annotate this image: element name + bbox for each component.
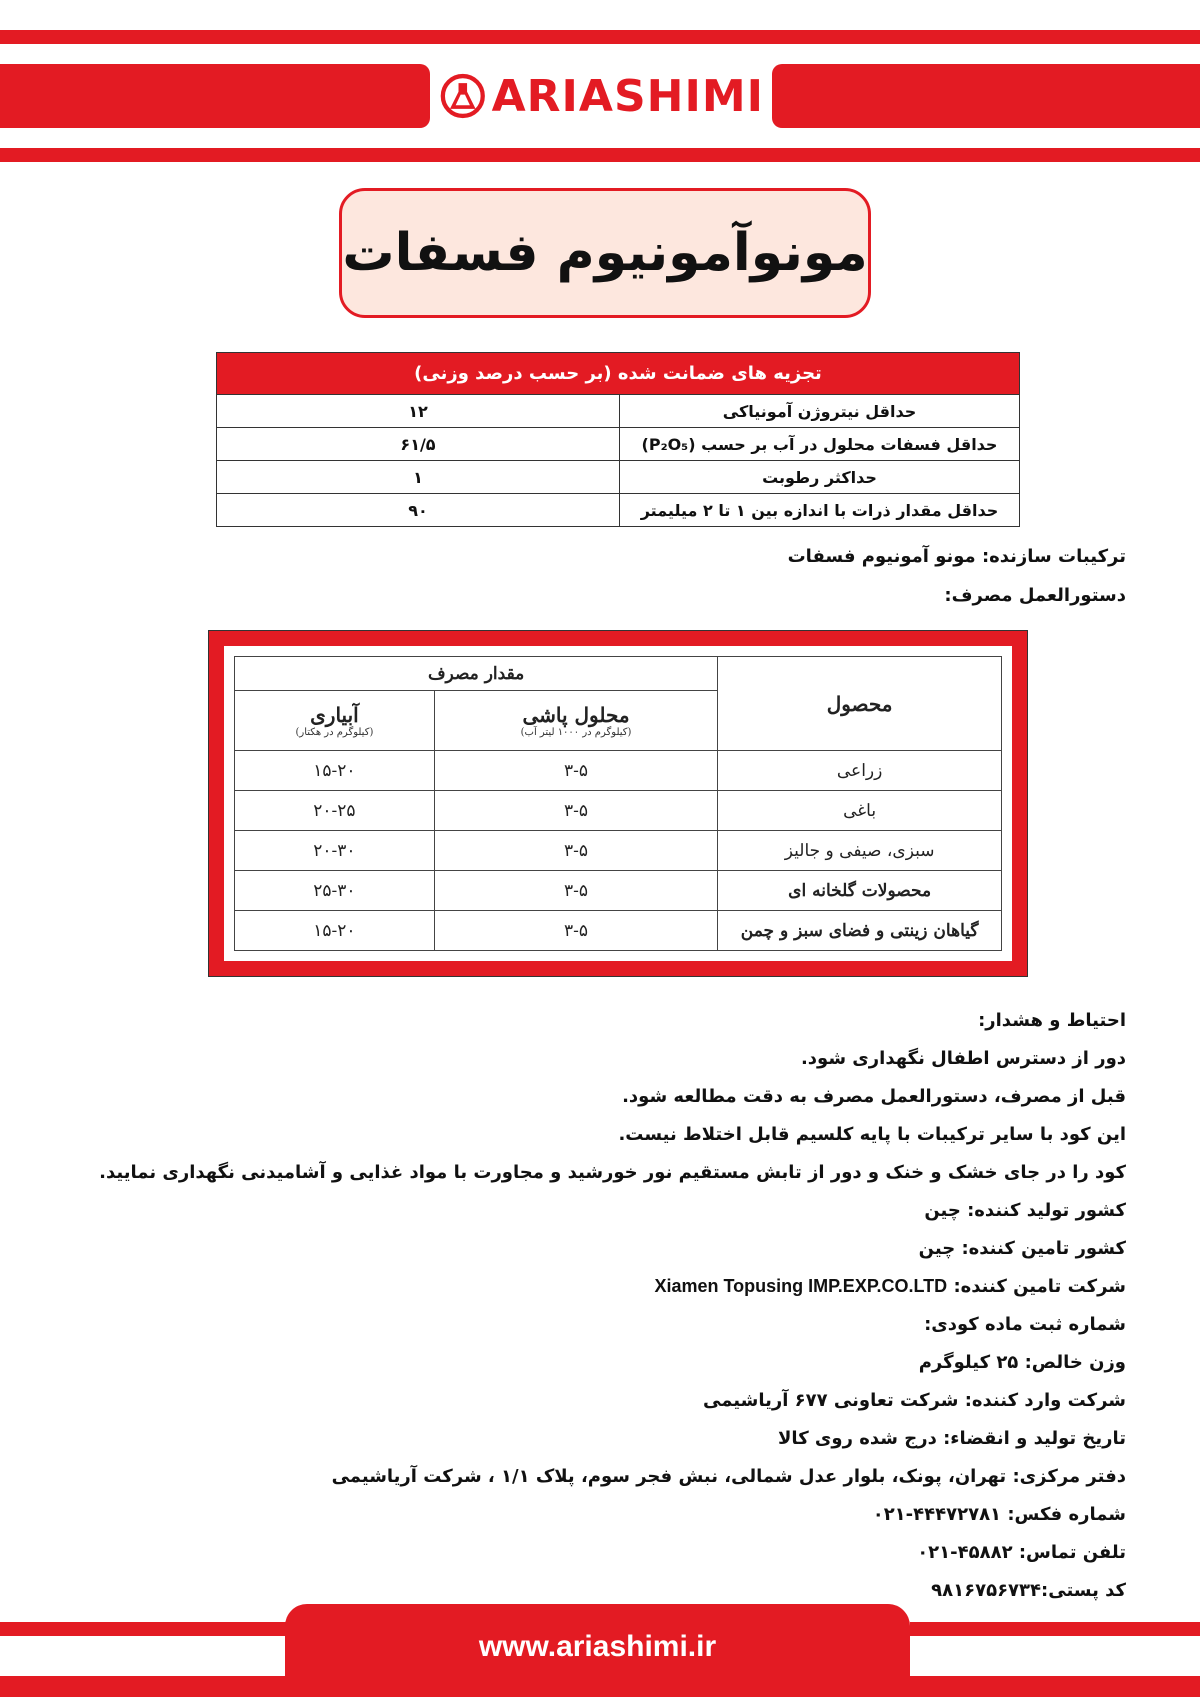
- supplier-company: [654, 1276, 1126, 1297]
- usage-irrigation: ۲۵-۳۰: [235, 871, 435, 911]
- analysis-name: حداقل نیتروژن آمونیاکی: [620, 395, 1020, 428]
- usage-table-frame: [208, 630, 1028, 977]
- postal-code: کد پستی:۹۸۱۶۷۵۶۷۳۴: [931, 1580, 1126, 1601]
- table-row: [217, 428, 1020, 461]
- analysis-value: ۹۰: [217, 494, 620, 527]
- usage-irrigation: ۱۵-۲۰: [235, 911, 435, 951]
- composition-text: ترکیبات سازنده: مونو آمونیوم فسفات: [787, 546, 1126, 567]
- brand-logo: [440, 60, 764, 132]
- analysis-name: حداقل فسفات محلول در آب بر حسب (P₂O₅): [620, 428, 1020, 461]
- usage-product: باغی: [718, 791, 1002, 831]
- table-row: [235, 871, 1002, 911]
- usage-spray: ۳-۵: [434, 831, 717, 871]
- flask-logo-icon: [440, 65, 486, 127]
- fax-number: شماره فکس: ۴۴۴۷۲۷۸۱-۰۲۱: [872, 1504, 1126, 1525]
- table-row: [217, 494, 1020, 527]
- irrigation-header-label: آبیاری: [310, 703, 359, 727]
- office-address: دفتر مرکزی: تهران، پونک، بلوار عدل شمالی، نبش فجر سوم، پلاک ۱/۱ ، شرکت آریاشیمی: [331, 1466, 1126, 1487]
- table-row: [235, 751, 1002, 791]
- spray-column-header: [434, 691, 717, 751]
- usage-irrigation: ۲۰-۲۵: [235, 791, 435, 831]
- warning-line: این کود با سایر ترکیبات با پایه کلسیم قابل اختلاط نیست.: [618, 1124, 1126, 1145]
- production-expiry-dates: تاریخ تولید و انقضاء: درج شده روی کالا: [778, 1428, 1126, 1449]
- table-row: [217, 461, 1020, 494]
- product-title: مونوآمونیوم فسفات: [342, 223, 868, 283]
- guaranteed-analysis-table: [216, 352, 1020, 527]
- usage-product: زراعی: [718, 751, 1002, 791]
- importer-company: شرکت وارد کننده: شرکت تعاونی ۶۷۷ آریاشیمی: [703, 1390, 1126, 1411]
- footer-left-stripe: [0, 1622, 290, 1636]
- irrigation-unit: (کیلوگرم در هکتار): [295, 727, 374, 738]
- usage-table: [234, 656, 1002, 951]
- net-weight: وزن خالص: ۲۵ کیلوگرم: [918, 1352, 1126, 1373]
- registration-number: شماره ثبت ماده کودی:: [924, 1314, 1126, 1335]
- manufacturer-country: کشور تولید کننده: چین: [924, 1200, 1126, 1221]
- spray-unit: (کیلوگرم در ۱۰۰۰ لیتر آب): [520, 727, 632, 738]
- warnings-label: احتیاط و هشدار:: [978, 1010, 1126, 1031]
- usage-spray: ۳-۵: [434, 871, 717, 911]
- analysis-value: ۱: [217, 461, 620, 494]
- supplier-country: کشور تامین کننده: چین: [918, 1238, 1126, 1259]
- usage-product: گیاهان زینتی و فضای سبز و چمن: [718, 911, 1002, 951]
- usage-spray: ۳-۵: [434, 791, 717, 831]
- usage-irrigation: ۲۰-۳۰: [235, 831, 435, 871]
- product-title-box: [339, 188, 871, 318]
- warning-line: دور از دسترس اطفال نگهداری شود.: [800, 1048, 1126, 1069]
- footer-right-stripe: [910, 1622, 1200, 1636]
- analysis-value: ۱۲: [217, 395, 620, 428]
- spray-header-label: محلول پاشی: [522, 703, 630, 727]
- analysis-value: ۶۱/۵: [217, 428, 620, 461]
- table-row: [235, 831, 1002, 871]
- warning-line: کود را در جای خشک و خنک و دور از تابش مستقیم نور خورشید و مجاورت با مواد غذایی و آشامیدنی نگهداری نمایید.: [99, 1162, 1126, 1183]
- analysis-heading: تجزیه های ضمانت شده (بر حسب درصد وزنی): [217, 353, 1020, 395]
- table-row: [235, 911, 1002, 951]
- irrigation-column-header: [235, 691, 435, 751]
- usage-irrigation: ۱۵-۲۰: [235, 751, 435, 791]
- analysis-name: حداقل مقدار ذرات با اندازه بین ۱ تا ۲ میلیمتر: [620, 494, 1020, 527]
- amount-column-header: مقدار مصرف: [235, 657, 718, 691]
- header-left-block: [0, 64, 430, 128]
- phone-number: تلفن تماس: ۴۵۸۸۲-۰۲۱: [917, 1542, 1126, 1563]
- usage-product: محصولات گلخانه ای: [718, 871, 1002, 911]
- usage-spray: ۳-۵: [434, 911, 717, 951]
- table-row: [217, 395, 1020, 428]
- table-row: [235, 791, 1002, 831]
- header-top-stripe: [0, 30, 1200, 44]
- instructions-label: دستورالعمل مصرف:: [944, 585, 1126, 606]
- supplier-company-value: Xiamen Topusing IMP.EXP.CO.LTD: [654, 1276, 948, 1296]
- warning-line: قبل از مصرف، دستورالعمل مصرف به دقت مطالعه شود.: [622, 1086, 1126, 1107]
- footer-url-block: [285, 1604, 910, 1689]
- supplier-company-label: شرکت تامین کننده:: [953, 1276, 1126, 1297]
- website-link[interactable]: www.ariashimi.ir: [478, 1629, 717, 1663]
- analysis-name: حداکثر رطوبت: [620, 461, 1020, 494]
- header-bottom-stripe: [0, 148, 1200, 162]
- header-right-block: [772, 64, 1200, 128]
- usage-product: سبزی، صیفی و جالیز: [718, 831, 1002, 871]
- product-column-header: محصول: [718, 657, 1002, 751]
- usage-spray: ۳-۵: [434, 751, 717, 791]
- brand-name: ARIASHIMI: [491, 70, 764, 122]
